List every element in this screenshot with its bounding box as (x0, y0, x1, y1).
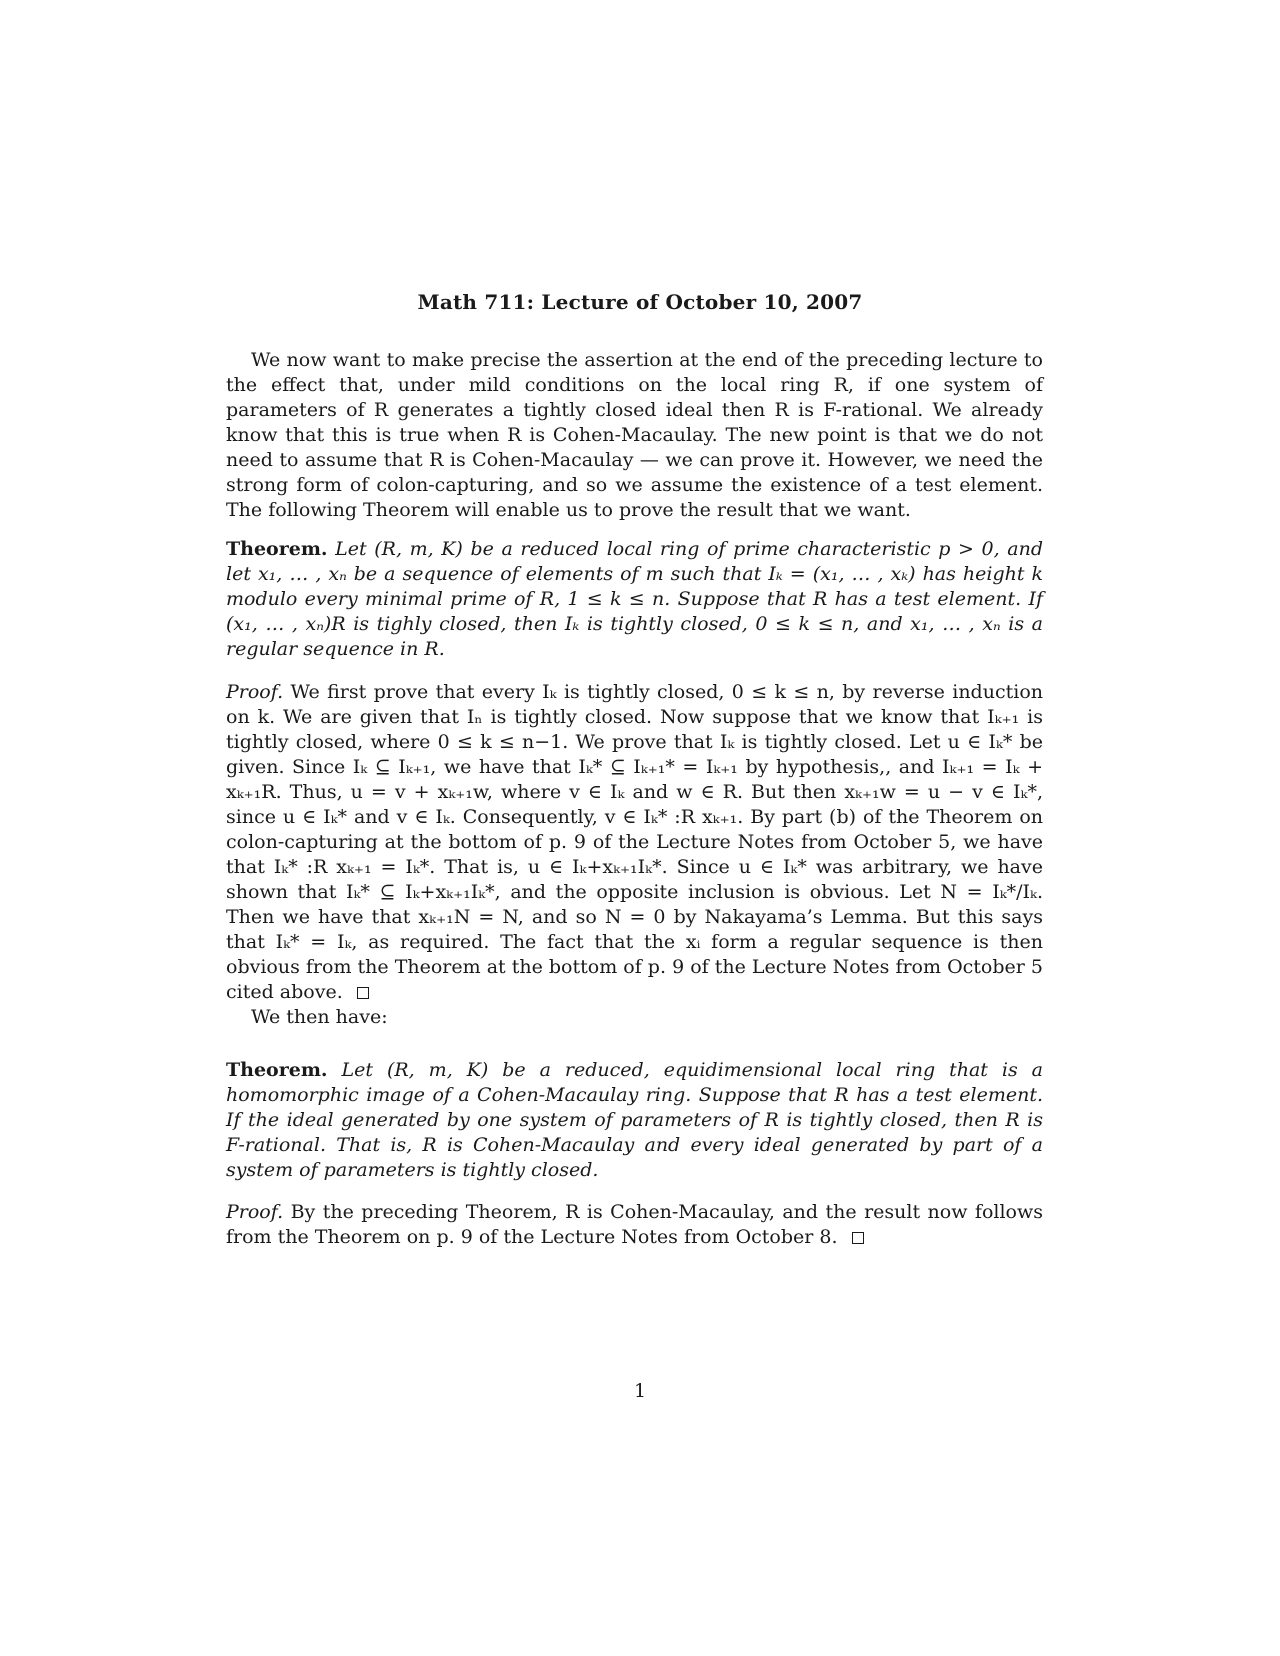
theorem-1 (226, 537, 1043, 662)
theorem-1-text: Let (R, m, K) be a reduced local ring of prime characteristic p > 0, and let x₁, … , xₙ be a sequence of elements of m such that Iₖ = (x₁, … , xₖ) has height k modulo every minimal prime of R, 1 ≤ k ≤ n. Suppose that R has a test element. If (x₁, … , xₙ)R is tighly closed, then Iₖ is tightly closed, 0 ≤ k ≤ n, and x₁, … , xₙ is a regular sequence in R. (226, 538, 1044, 660)
intro-text: We now want to make precise the assertion at the end of the preceding lecture to the effect that, under mild conditions on the local ring R, if one system of parameters of R generates a tightly closed ideal then R is F-rational. We already know that this is true when R is Cohen-Macaulay. The new point is that we do not need to assume that R is Cohen-Macaulay — we can prove it. However, we need the strong form of colon-capturing, and so we assume the existence of a test element. The following Theorem will enable us to prove the result that we want. (226, 349, 1043, 521)
proof-1-text: We first prove that every Iₖ is tightly closed, 0 ≤ k ≤ n, by reverse induction on k. We are given that Iₙ is tightly closed. Now suppose that we know that Iₖ₊₁ is tightly closed, where 0 ≤ k ≤ n−1. We prove that Iₖ is tightly closed. Let u ∈ Iₖ* be given. Since Iₖ ⊆ Iₖ₊₁, we have that Iₖ* ⊆ Iₖ₊₁* = Iₖ₊₁ by hypothesis,, and Iₖ₊₁ = Iₖ + xₖ₊₁R. Thus, u = v + xₖ₊₁w, where v ∈ Iₖ and w ∈ R. But then xₖ₊₁w = u − v ∈ Iₖ*, since u ∈ Iₖ* and v ∈ Iₖ. Consequently, v ∈ Iₖ* :R xₖ₊₁. By part (b) of the Theorem on colon-capturing at the bottom of p. 9 of the Lecture Notes from October 5, we have that Iₖ* :R xₖ₊₁ = Iₖ*. That is, u ∈ Iₖ+xₖ₊₁Iₖ*. Since u ∈ Iₖ* was arbitrary, we have shown that Iₖ* ⊆ Iₖ+xₖ₊₁Iₖ*, and the opposite inclusion is obvious. Let N = Iₖ*/Iₖ. Then we have that xₖ₊₁N = N, and so N = 0 by Nakayama’s Lemma. But this says that Iₖ* = Iₖ, as required. The fact that the xᵢ form a regular sequence is then obvious from the Theorem at the bottom of p. 9 of the Lecture Notes from October 5 cited above. (226, 681, 1043, 1003)
proof-2-text: By the preceding Theorem, R is Cohen-Macaulay, and the result now follows from the Theorem on p. 9 of the Lecture Notes from October 8. (226, 1201, 1044, 1248)
proof-2 (226, 1200, 1043, 1250)
transition-paragraph (226, 1005, 1043, 1030)
transition-text: We then have: (251, 1006, 388, 1028)
proof-1 (226, 680, 1043, 1005)
theorem-2-label: Theorem. (226, 1059, 328, 1081)
page-title: Math 711: Lecture of October 10, 2007 (417, 290, 863, 314)
proof-2-label: Proof. (226, 1201, 284, 1223)
theorem-2 (226, 1058, 1043, 1183)
theorem-1-label: Theorem. (226, 538, 328, 560)
intro-paragraph (226, 348, 1043, 523)
qed-square-icon (852, 1232, 864, 1244)
proof-1-label: Proof. (226, 681, 284, 703)
theorem-2-text: Let (R, m, K) be a reduced, equidimensional local ring that is a homomorphic image of a Cohen-Macaulay ring. Suppose that R has a test element. If the ideal generated by one system of parameters of R is tightly closed, then R is F-rational. That is, R is Cohen-Macaulay and every ideal generated by part of a system of parameters is tightly closed. (226, 1059, 1043, 1181)
page-number: 1 (633, 1380, 647, 1402)
qed-square-icon (357, 987, 369, 999)
